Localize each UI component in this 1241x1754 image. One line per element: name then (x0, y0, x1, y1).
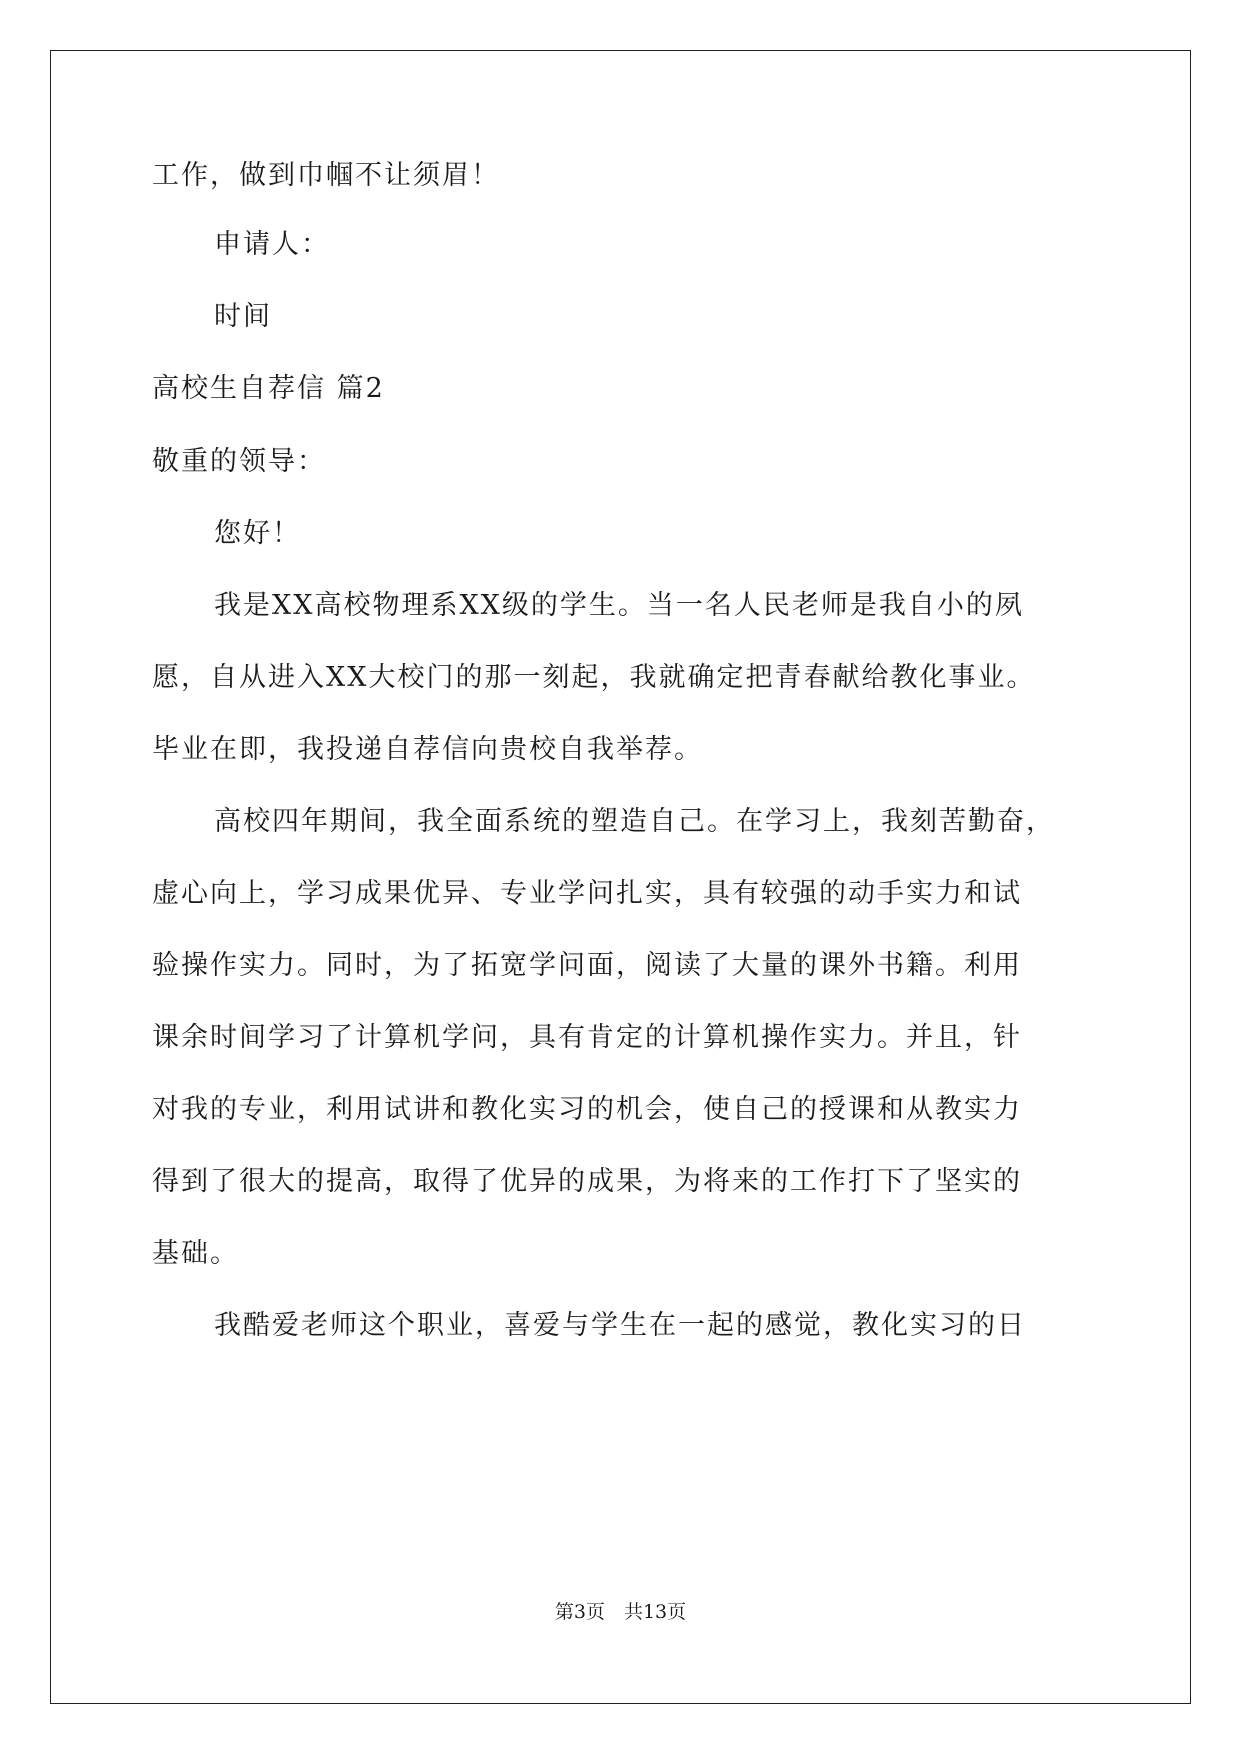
date-label: 时间 (214, 301, 272, 332)
text-line: 毕业在即，我投递自荐信向贵校自我举荐。 (152, 734, 703, 765)
text-line: 愿，自从进入XX大校门的那一刻起，我就确定把青春献给教化事业。 (152, 662, 1036, 693)
text-line: 虚心向上，学习成果优异、专业学问扎实，具有较强的动手实力和试 (152, 878, 1022, 909)
text-line: 验操作实力。同时，为了拓宽学问面，阅读了大量的课外书籍。利用 (152, 950, 1022, 981)
greeting: 您好！ (214, 518, 301, 549)
text-line: 课余时间学习了计算机学问，具有肯定的计算机操作实力。并且，针 (152, 1022, 1022, 1053)
text-line: 基础。 (152, 1238, 239, 1269)
salutation: 敬重的领导： (152, 446, 326, 477)
text-line: 高校四年期间，我全面系统的塑造自己。在学习上，我刻苦勤奋， (214, 806, 1055, 837)
page-number: 第3页 共13页 (554, 1601, 687, 1623)
text-line: 我酷爱老师这个职业，喜爱与学生在一起的感觉，教化实习的日 (214, 1310, 1026, 1341)
text-line: 工作，做到巾帼不让须眉！ (152, 160, 500, 191)
section-heading: 高校生自荐信 篇2 (152, 373, 385, 404)
applicant-label: 申请人： (214, 229, 330, 260)
text-line: 我是XX高校物理系XX级的学生。当一名人民老师是我自小的夙 (214, 590, 1024, 621)
text-line: 对我的专业，利用试讲和教化实习的机会，使自己的授课和从教实力 (152, 1094, 1022, 1125)
text-line: 得到了很大的提高，取得了优异的成果，为将来的工作打下了坚实的 (152, 1166, 1022, 1197)
